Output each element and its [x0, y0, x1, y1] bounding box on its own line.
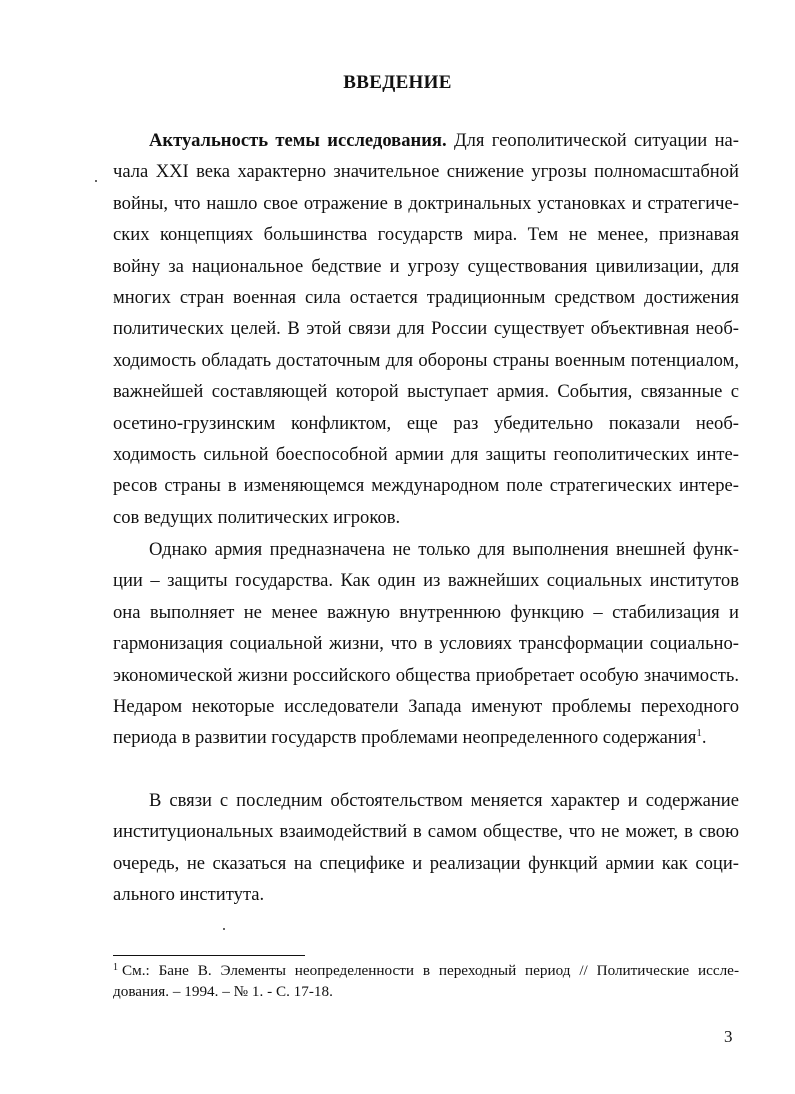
footnote-text: См.: Бане В. Элементы неопределенности в переходный период // Политические исследования. – 1994. – № 1. - С. 17-18.	[113, 962, 739, 1000]
footnote-marker: 1	[113, 962, 118, 973]
footnote	[113, 960, 739, 1002]
paragraph-relevance	[113, 125, 739, 533]
footnote-reference[interactable]: 1	[696, 727, 702, 740]
page-number: 3	[724, 1027, 733, 1046]
paragraph-body: В связи с последним обстоятельством меняется характер и содержание институциональных взаимодействий в самом обществе, что не может, в свою очередь, не сказаться на специфике и реализации функций армии как социального института.	[113, 790, 739, 906]
paragraph-body: Однако армия предназначена не только для выполнения внешней функции – защиты государства. Как один из важнейших социальных институтов она выполняет не менее важную внутреннюю функцию – стабилизация и гармонизация социальной жизни, что в условиях трансформации социально-экономической жизни российского общества приобретает особую значимость. Недаром некоторые исследователи Запада именуют проблемы переходного периода в развитии государств проблемами неопределенного содержания	[113, 539, 739, 749]
paragraph-lead-phrase: Актуальность темы исследования.	[149, 130, 447, 151]
scan-speck	[95, 180, 97, 182]
paragraph-institutional	[113, 785, 739, 911]
paragraph-army-function	[113, 534, 739, 754]
page-title: ВВЕДЕНИЕ	[343, 72, 452, 93]
footnote-divider	[113, 955, 305, 956]
paragraph-body: Для геополитической ситуации начала XXI века характерно значительное снижение угрозы полномасштабной войны, что нашло свое отражение в доктринальных установках и стратегических концепциях большинства государств мира. Тем не менее, признавая войну за национальное бедствие и угрозу существования цивилизации, для многих стран военная сила остается традиционным средством достижения политических целей. В этой связи для России существует объективная необходимость обладать достаточным для обороны страны военным потенциалом, важнейшей составляющей которой выступает армия. События, связанные с осетино-грузинским конфликтом, еще раз убедительно показали необходимость сильной боеспособной армии для защиты геополитических интересов страны в изменяющемся международном поле стратегических интересов ведущих политических игроков.	[113, 130, 739, 528]
scan-speck	[223, 928, 225, 930]
paragraph-end-punctuation: .	[701, 727, 707, 749]
